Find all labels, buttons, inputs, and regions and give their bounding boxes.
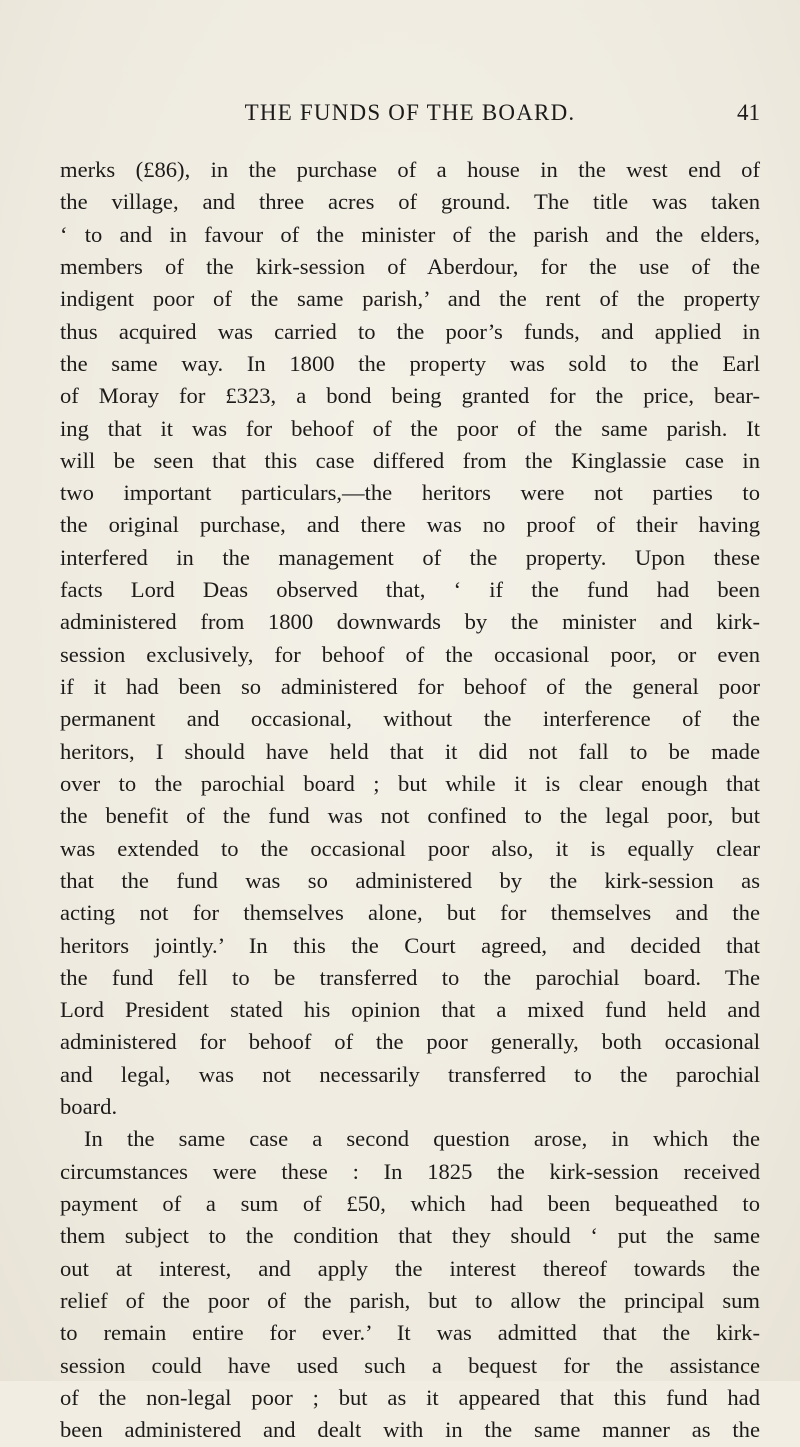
text-line: and legal, was not necessarily transferred to the parochial — [60, 1061, 760, 1087]
text-line: indigent poor of the same parish,’ and the rent of the property — [60, 286, 760, 312]
text-line: permanent and occasional, without the interference of the — [60, 706, 760, 732]
text-line: thus acquired was carried to the poor’s funds, and applied in — [60, 318, 760, 344]
text-line: them subject to the condition that they should ‘ put the same — [60, 1223, 760, 1249]
text-line: administered for behoof of the poor generally, both occasional — [60, 1029, 760, 1055]
text-line: that the fund was so administered by the kirk-session as — [60, 867, 760, 893]
text-line: the village, and three acres of ground. The title was taken — [60, 189, 760, 215]
text-line: ing that it was for behoof of the poor of the same parish. It — [60, 415, 760, 441]
text-line: if it had been so administered for behoof of the general poor — [60, 674, 760, 699]
text-line: interfered in the management of the property. Upon these — [60, 544, 760, 570]
text-line: of Moray for £323, a bond being granted for the price, bear- — [60, 383, 760, 409]
text-line: ‘ to and in favour of the minister of the parish and the elders, — [60, 221, 760, 247]
text-line: facts Lord Deas observed that, ‘ if the fund had been — [60, 577, 760, 603]
text-line: circumstances were these : In 1825 the kirk-session received — [60, 1158, 760, 1184]
text-line: will be seen that this case differed from the Kinglassie case in — [60, 447, 760, 473]
body-text — [60, 154, 760, 1447]
text-line: members of the kirk-session of Aberdour, for the use of the — [60, 253, 760, 279]
text-line: acting not for themselves alone, but for themselves and the — [60, 900, 760, 926]
page-number: 41 — [737, 100, 760, 125]
text-line: merks (£86), in the purchase of a house in the west end of — [60, 157, 760, 182]
paragraph-end-line: board. — [60, 1094, 118, 1120]
text-line: heritors jointly.’ In this the Court agreed, and decided that — [60, 932, 760, 958]
text-line: session exclusively, for behoof of the occasional poor, or even — [60, 641, 760, 667]
running-title: THE FUNDS OF THE BOARD. — [244, 100, 576, 125]
running-head — [60, 100, 760, 140]
paragraph-start-line: In the same case a second question arose, in which the — [84, 1126, 760, 1152]
text-line: over to the parochial board ; but while it is clear enough that — [60, 770, 760, 796]
text-line: the original purchase, and there was no proof of their having — [60, 512, 760, 538]
text-line: of the non-legal poor ; but as it appeared that this fund had — [60, 1384, 760, 1410]
text-line: Lord President stated his opinion that a mixed fund held and — [60, 997, 760, 1023]
text-line: session could have used such a bequest for the assistance — [60, 1352, 760, 1378]
text-line: relief of the poor of the parish, but to allow the principal sum — [60, 1287, 760, 1313]
text-line: the fund fell to be transferred to the parochial board. The — [60, 964, 760, 990]
text-line: was extended to the occasional poor also, it is equally clear — [60, 835, 760, 861]
text-line: heritors, I should have held that it did not fall to be made — [60, 738, 760, 764]
text-line: been administered and dealt with in the same manner as the — [60, 1417, 760, 1443]
text-line: to remain entire for ever.’ It was admitted that the kirk- — [60, 1320, 760, 1346]
text-line: the same way. In 1800 the property was sold to the Earl — [60, 350, 760, 376]
text-line: the benefit of the fund was not confined to the legal poor, but — [60, 803, 760, 829]
text-line: two important particulars,—the heritors were not parties to — [60, 480, 760, 506]
text-line: payment of a sum of £50, which had been bequeathed to — [60, 1191, 760, 1216]
text-line: out at interest, and apply the interest thereof towards the — [60, 1255, 760, 1281]
text-line: administered from 1800 downwards by the minister and kirk- — [60, 609, 760, 635]
